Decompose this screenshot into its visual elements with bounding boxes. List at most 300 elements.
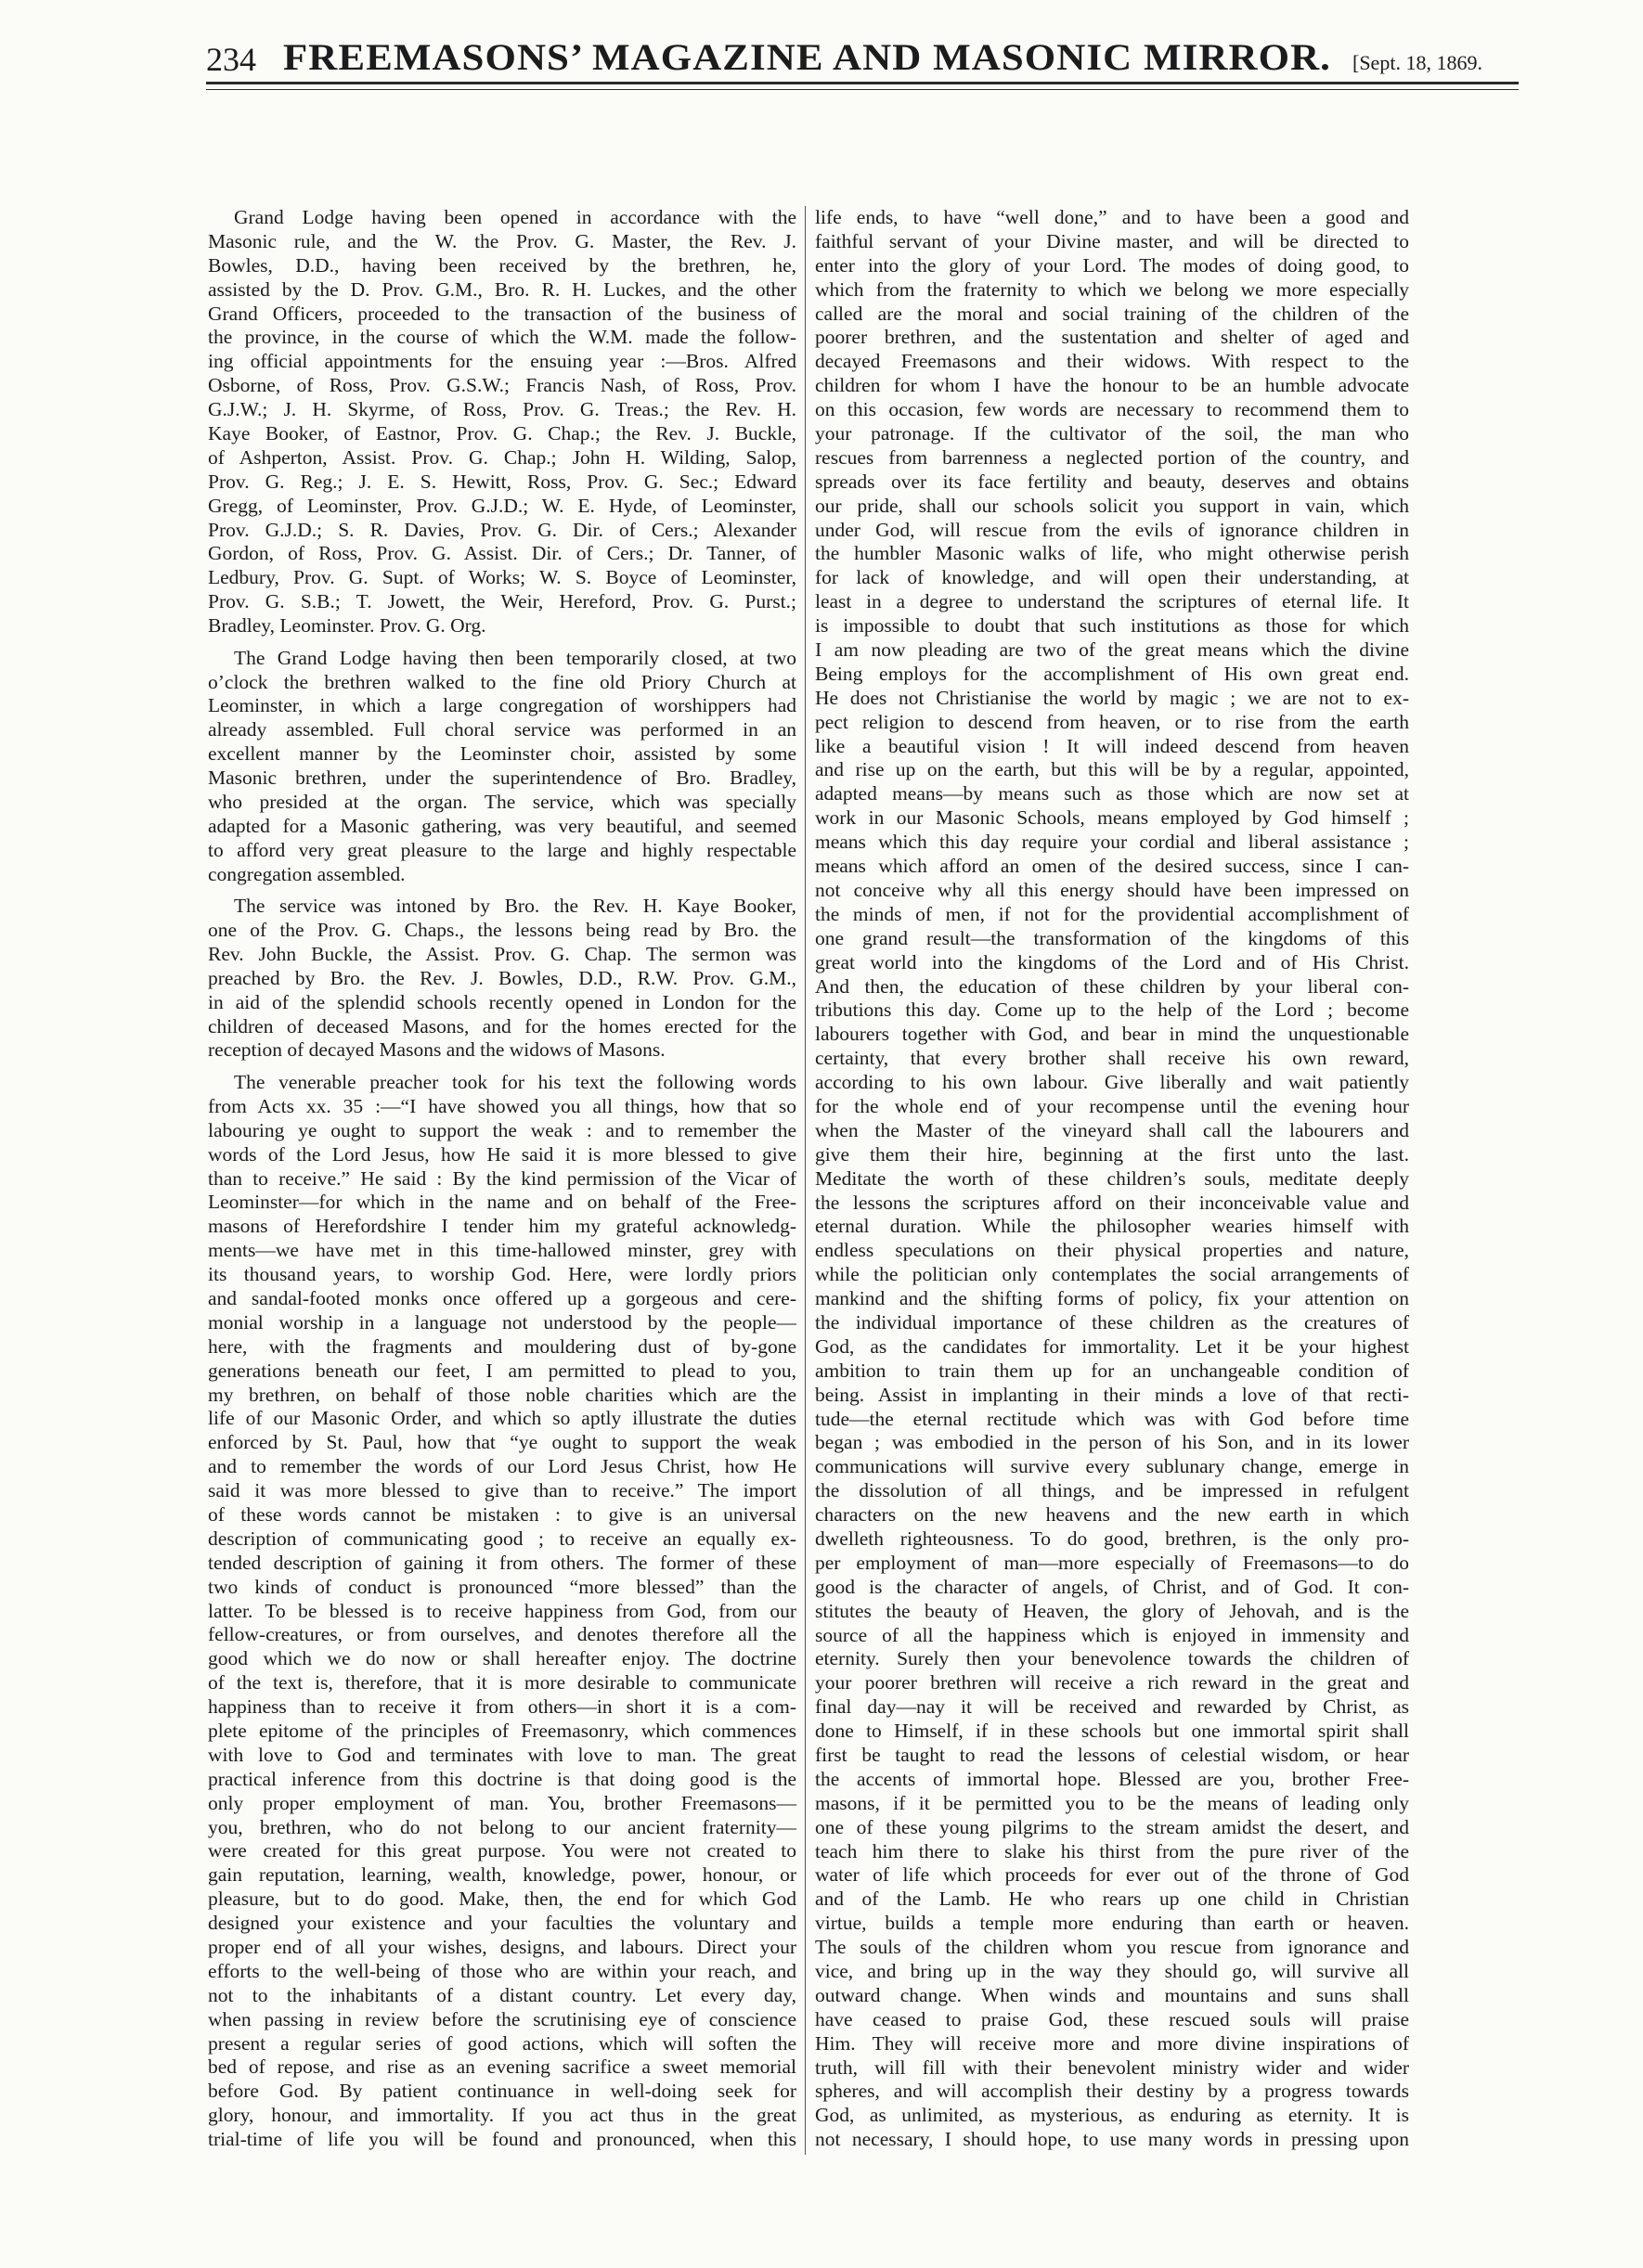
text-line-content: called are the moral and social training of the children of the — [815, 302, 1409, 325]
text-line — [815, 470, 1409, 495]
text-line-content: Prov. G. S.B.; T. Jowett, the Weir, Hereford, Prov. G. Purst.; — [208, 590, 796, 613]
text-line-content: is impossible to doubt that such institutions as those for which — [815, 614, 1409, 638]
text-line — [208, 1239, 796, 1263]
text-line-content: before God. By patient continuance in well-doing seek for — [208, 2080, 796, 2103]
text-line-content: labouring ye ought to support the weak : and to remember the — [208, 1118, 796, 1141]
text-line-content: spheres, and will accomplish their destiny by a progress towards — [815, 2080, 1409, 2103]
text-line — [815, 903, 1409, 927]
text-line — [815, 1600, 1409, 1624]
text-line — [815, 1431, 1409, 1455]
text-line-content: not to the inhabitants of a distant country. Let every day, — [208, 1983, 796, 2006]
text-line-content: than to receive.” He said : By the kind permission of the Vicar of — [208, 1166, 796, 1190]
text-line-content: labourers together with God, and bear in mind the unquestionable — [815, 1023, 1409, 1046]
text-line-content: Being employs for the accomplishment of His own great end. — [815, 662, 1409, 685]
text-line-content: one of these young pilgrims to the stream amidst the desert, and — [815, 1815, 1409, 1838]
text-line — [815, 951, 1409, 975]
column-divider — [805, 206, 806, 2155]
paragraph — [208, 1071, 796, 2152]
text-line — [208, 566, 796, 590]
text-line — [208, 1720, 796, 1744]
text-line — [208, 495, 796, 519]
header-rule — [206, 82, 1519, 84]
text-line — [208, 1839, 796, 1863]
text-line-content: the accents of immortal hope. Blessed are you, brother Free- — [815, 1767, 1409, 1790]
text-line-content: G.J.W.; J. H. Skyrme, of Ross, Prov. G. Treas.; the Rev. H. — [208, 398, 796, 421]
text-line-content: Prov. G. Reg.; J. E. S. Hewitt, Ross, Prov. G. Sec.; Edward — [208, 470, 796, 493]
text-line-content: your poorer brethren will receive a rich reward in the great and — [815, 1671, 1409, 1695]
text-line-content: description of communicating good ; to receive an equally ex- — [208, 1527, 796, 1550]
text-line — [815, 614, 1409, 638]
text-line — [815, 1408, 1409, 1432]
text-line-content: and rise up on the earth, but this will be by a regular, appointed, — [815, 758, 1409, 781]
text-line-content: trial-time of life you will be found and pronounced, when this — [208, 2128, 796, 2151]
text-line — [815, 566, 1409, 590]
text-line — [815, 638, 1409, 663]
text-line — [815, 1215, 1409, 1239]
text-line-content: of these words cannot be mistaken : to give is an universal — [208, 1502, 796, 1526]
text-line-content: one grand result—the transformation of the kingdoms of this — [815, 926, 1409, 949]
text-line — [208, 2032, 796, 2056]
text-line — [815, 735, 1409, 759]
text-line-content: source of all the happiness which is enjoyed in immensity and — [815, 1623, 1409, 1646]
text-line — [208, 1792, 796, 1816]
text-line-content: preached by Bro. the Rev. J. Bowles, D.D., R.W. Prov. G.M., — [208, 966, 796, 989]
text-line — [815, 1311, 1409, 1335]
text-line — [208, 1384, 796, 1408]
text-line — [208, 254, 796, 278]
text-line — [208, 1695, 796, 1720]
text-line — [208, 767, 796, 791]
text-line-content: Prov. G.J.D.; S. R. Davies, Prov. G. Dir. of Cers.; Alexander — [208, 518, 796, 541]
text-line-content: ing official appointments for the ensuing year :—Bros. Alfred — [208, 350, 796, 373]
text-line — [208, 1215, 796, 1239]
text-line — [815, 1552, 1409, 1576]
text-line — [208, 1552, 796, 1576]
text-line-content: words of the Lord Jesus, how He said it is more blessed to give — [208, 1142, 796, 1166]
text-line — [208, 470, 796, 495]
text-line-content: first be taught to read the lessons of celestial wisdom, or hear — [815, 1744, 1409, 1766]
text-line-content: Leominster, in which a large congregation of worshippers had — [208, 694, 796, 717]
text-line — [208, 2080, 796, 2104]
text-line — [208, 791, 796, 815]
text-line — [208, 718, 796, 742]
text-line-content: proper end of all your wishes, designs, and labours. Direct your — [208, 1936, 796, 1959]
text-line — [815, 1720, 1409, 1744]
text-line — [815, 711, 1409, 735]
text-line-content: congregation assembled. — [208, 862, 406, 885]
text-line-content: when the Master of the vineyard shall call the labourers and — [815, 1118, 1409, 1141]
text-line — [815, 758, 1409, 782]
text-line — [815, 1984, 1409, 2008]
text-line-content: the individual importance of these children as the creatures of — [815, 1310, 1409, 1334]
text-line-content: masons of Herefordshire I tender him my grateful acknowledg- — [208, 1215, 796, 1238]
text-line-content: decayed Freemasons and their widows. With respect to the — [815, 350, 1409, 373]
text-line-content: water of life which proceeds for ever out of the throne of God — [815, 1863, 1409, 1887]
text-line — [208, 1936, 796, 1960]
text-line — [208, 1503, 796, 1527]
text-line-content: its thousand years, to worship God. Here, were lordly priors — [208, 1263, 796, 1286]
text-line — [815, 1192, 1409, 1216]
text-line — [815, 1287, 1409, 1311]
text-line — [208, 1287, 796, 1311]
text-line — [815, 1071, 1409, 1095]
text-line — [815, 1624, 1409, 1648]
text-line — [815, 1888, 1409, 1912]
text-line — [208, 374, 796, 398]
text-line — [208, 1647, 796, 1671]
paragraph — [815, 206, 1409, 2152]
text-line — [208, 895, 796, 919]
text-line — [815, 446, 1409, 470]
text-line-content: your patronage. If the cultivator of the soil, the man who — [815, 422, 1409, 445]
text-line-content: spreads over its face fertility and beauty, deserves and obtains — [815, 470, 1409, 493]
text-line-content: not necessary, I should hope, to use many words in pressing upon — [815, 2128, 1409, 2151]
text-line-content: plete epitome of the principles of Freemasonry, which commences — [208, 1720, 796, 1742]
text-line-content: tended description of gaining it from others. The former of these — [208, 1551, 796, 1574]
text-line-content: bed of repose, and rise as an evening sacrifice a sweet memorial — [208, 2055, 796, 2079]
text-line-content: enter into the glory of your Lord. The modes of doing good, to — [815, 253, 1409, 277]
text-line — [815, 855, 1409, 879]
text-line-content: adapted for a Masonic gathering, was very beautiful, and seemed — [208, 814, 796, 837]
header-rule-thin — [206, 89, 1519, 90]
text-line-content: of Ashperton, Assist. Prov. G. Chap.; John H. Wilding, Salop, — [208, 445, 796, 469]
text-line-content: outward change. When winds and mountains and suns shall — [815, 1983, 1409, 2006]
text-line — [208, 1119, 796, 1143]
text-line-content: efforts to the well-being of those who are within your reach, and — [208, 1959, 796, 1982]
text-line — [208, 1015, 796, 1039]
text-line — [208, 815, 796, 839]
text-line — [815, 1768, 1409, 1792]
text-line — [208, 542, 796, 566]
text-line — [208, 303, 796, 327]
text-line-content: God, as the candidates for immortality. Let it be your highest — [815, 1334, 1409, 1358]
text-line — [815, 303, 1409, 327]
text-line — [208, 671, 796, 695]
text-line-content: rescues from barrenness a neglected portion of the country, and — [815, 445, 1409, 469]
text-line — [208, 1600, 796, 1624]
text-line-content: our pride, shall our schools solicit you support in vain, which — [815, 494, 1409, 517]
text-line-content: according to his own labour. Give liberally and wait patiently — [815, 1071, 1409, 1094]
text-line — [208, 1335, 796, 1360]
text-line-content: poorer brethren, and the sustentation and shelter of aged and — [815, 326, 1409, 349]
text-line-content: reception of decayed Masons and the widows of Masons. — [208, 1038, 666, 1062]
text-line-content: tude—the eternal rectitude which was with God before time — [815, 1407, 1409, 1430]
text-line — [815, 1576, 1409, 1600]
text-line — [815, 1479, 1409, 1503]
text-line — [815, 1263, 1409, 1287]
text-line — [208, 1984, 796, 2008]
text-line — [208, 278, 796, 303]
text-line — [815, 1503, 1409, 1527]
text-line — [815, 1023, 1409, 1047]
text-line-content: of the text is, therefore, that it is more desirable to communicate — [208, 1671, 796, 1695]
text-line-content: good is the character of angels, of Christ, and of God. It con- — [815, 1575, 1409, 1598]
text-line — [815, 1695, 1409, 1720]
text-line — [815, 879, 1409, 903]
text-line-content: on this occasion, few words are necessary to recommend them to — [815, 398, 1409, 421]
text-line — [208, 1431, 796, 1455]
text-line-content: The Grand Lodge having then been temporarily closed, at two — [234, 646, 796, 669]
text-line — [208, 1167, 796, 1192]
text-line — [208, 614, 796, 638]
text-line-content: eternity. Surely then your benevolence towards the children of — [815, 1647, 1409, 1670]
text-line-content: The venerable preacher took for his text the following words — [234, 1070, 796, 1093]
text-line — [208, 1263, 796, 1287]
text-line-content: life of our Masonic Order, and which so aptly illustrate the duties — [208, 1407, 796, 1430]
text-line — [815, 1647, 1409, 1671]
text-line — [815, 326, 1409, 350]
text-line-content: being. Assist in implanting in their minds a love of that recti- — [815, 1383, 1409, 1406]
paragraph — [208, 206, 796, 638]
text-line-content: and sandal-footed monks once offered up a gorgeous and cere- — [208, 1286, 796, 1309]
text-line — [815, 350, 1409, 374]
text-line-content: the province, in the course of which the W.M. made the follow- — [208, 326, 796, 349]
text-line-content: assisted by the D. Prov. G.M., Bro. R. H. Luckes, and the other — [208, 277, 796, 301]
text-line-content: began ; was embodied in the person of his Son, and in its lower — [815, 1431, 1409, 1454]
text-line — [815, 1792, 1409, 1816]
text-line-content: which from the fraternity to which we belong we more especially — [815, 277, 1409, 301]
left-column — [208, 206, 796, 2152]
text-line-content: to afford very great pleasure to the large and highly respectable — [208, 838, 796, 861]
text-line — [815, 2080, 1409, 2104]
text-line-content: monial worship in a language not understood by the people— — [208, 1310, 796, 1334]
text-line — [815, 422, 1409, 446]
text-line — [208, 1816, 796, 1840]
text-line-content: present a regular series of good actions, which will soften the — [208, 2031, 796, 2055]
text-line-content: children for whom I have the honour to be an humble advocate — [815, 374, 1409, 397]
text-line — [815, 1936, 1409, 1960]
text-line-content: vice, and bring up in the way they should go, will survive all — [815, 1960, 1409, 1983]
text-line-content: for the whole end of your recompense until the evening hour — [815, 1094, 1409, 1117]
text-line-content: He does not Christianise the world by magic ; we are not to ex- — [815, 686, 1409, 709]
text-line-content: mankind and the shifting forms of policy, fix your attention on — [815, 1287, 1409, 1310]
text-line — [208, 2128, 796, 2152]
text-line-content: virtue, builds a temple more enduring than earth or heaven. — [815, 1912, 1409, 1935]
text-line-content: great world into the kingdoms of the Lord and of His Christ. — [815, 950, 1409, 973]
text-line — [815, 1095, 1409, 1119]
paragraph — [208, 647, 796, 887]
text-line-content: masons, if it be permitted you to be the means of leading only — [815, 1791, 1409, 1814]
text-line-content: I am now pleading are two of the great means which the divine — [815, 638, 1409, 662]
text-line — [815, 1360, 1409, 1384]
text-line-content: And then, the education of these children by your liberal con- — [815, 974, 1409, 998]
text-line-content: latter. To be blessed is to receive happiness from God, from our — [208, 1599, 796, 1622]
text-line — [815, 519, 1409, 543]
text-line-content: eternal duration. While the philosopher wearies himself with — [815, 1215, 1409, 1238]
text-line — [815, 1960, 1409, 1984]
text-line-content: who presided at the organ. The service, which was specially — [208, 790, 796, 813]
text-line-content: Osborne, of Ross, Prov. G.S.W.; Francis Nash, of Ross, Prov. — [208, 374, 796, 397]
text-line — [208, 1576, 796, 1600]
text-line — [208, 919, 796, 943]
text-line — [208, 590, 796, 614]
text-line-content: glory, honour, and immortality. If you act thus in the great — [208, 2104, 796, 2127]
text-line — [815, 831, 1409, 855]
text-line — [208, 1768, 796, 1792]
text-line — [815, 1671, 1409, 1695]
paragraph — [208, 895, 796, 1063]
text-line — [815, 542, 1409, 566]
text-line-content: from Acts xx. 35 :—“I have showed you all things, how that so — [208, 1094, 796, 1117]
text-line-content: practical inference from this doctrine is that doing good is the — [208, 1767, 796, 1790]
text-line — [208, 1623, 796, 1647]
text-line — [208, 206, 796, 230]
text-line-content: characters on the new heavens and the new earth in which — [815, 1503, 1409, 1527]
text-line-content: here, with the fragments and mouldering dust of by-gone — [208, 1334, 796, 1358]
text-line — [208, 446, 796, 470]
text-line-content: not conceive why all this energy should have been impressed on — [815, 878, 1409, 901]
text-line — [208, 1912, 796, 1936]
text-line-content: Bradley, Leominster. Prov. G. Org. — [208, 614, 486, 638]
text-line — [815, 663, 1409, 687]
text-line — [208, 350, 796, 374]
text-line — [815, 590, 1409, 614]
text-line-content: were created for this great purpose. You were not created to — [208, 1839, 796, 1862]
text-line-content: Grand Officers, proceeded to the transaction of the business of — [208, 302, 796, 325]
text-line — [208, 647, 796, 671]
text-line-content: Ledbury, Prov. G. Supt. of Works; W. S. Boyce of Leominster, — [208, 566, 796, 589]
text-line-content: good which we do now or shall hereafter enjoy. The doctrine — [208, 1647, 796, 1670]
text-line-content: ments—we have met in this time-hallowed minster, grey with — [208, 1239, 796, 1262]
text-line — [208, 519, 796, 543]
text-line — [208, 1095, 796, 1119]
text-line-content: said it was more blessed to give than to receive.” The import — [208, 1479, 796, 1502]
text-line — [815, 1143, 1409, 1167]
text-line — [208, 967, 796, 991]
text-line — [208, 1888, 796, 1912]
text-line — [208, 1071, 796, 1095]
text-line — [815, 230, 1409, 254]
text-line-content: faithful servant of your Divine master, and will be directed to — [815, 229, 1409, 252]
text-line-content: only proper employment of man. You, brother Freemasons— — [208, 1791, 796, 1814]
text-line-content: children of deceased Masons, and for the homes erected for the — [208, 1014, 796, 1037]
text-line-content: when passing in review before the scrutinising eye of conscience — [208, 2007, 796, 2030]
text-line-content: Gregg, of Leominster, Prov. G.J.D.; W. E. Hyde, of Leominster, — [208, 494, 796, 517]
right-column — [815, 206, 1409, 2152]
text-line — [208, 839, 796, 863]
text-line — [815, 1863, 1409, 1888]
text-line-content: tributions this day. Come up to the help of the Lord ; become — [815, 999, 1409, 1022]
text-line-content: Leominster—for which in the name and on behalf of the Free- — [208, 1191, 796, 1214]
text-line — [208, 1455, 796, 1479]
text-line — [815, 495, 1409, 519]
text-line-content: Kaye Booker, of Eastnor, Prov. G. Chap.; the Rev. J. Buckle, — [208, 422, 796, 445]
text-line-content: The souls of the children whom you rescue from ignorance and — [815, 1936, 1409, 1959]
text-line-content: while the politician only contemplates the social arrangements of — [815, 1263, 1409, 1286]
page-number: 234 — [206, 41, 256, 78]
text-line — [815, 782, 1409, 806]
text-line — [815, 1335, 1409, 1360]
text-line — [815, 1047, 1409, 1071]
text-line-content: designed your existence and your faculties the voluntary and — [208, 1912, 796, 1935]
text-line — [208, 1671, 796, 1695]
text-line — [208, 1527, 796, 1552]
text-line — [815, 206, 1409, 230]
text-line — [815, 254, 1409, 278]
text-line-content: life ends, to have “well done,” and to have been a good and — [815, 206, 1409, 228]
text-line-content: pleasure, but to do good. Make, then, the end for which God — [208, 1888, 796, 1911]
issue-date: [Sept. 18, 1869. — [1352, 51, 1482, 74]
text-line-content: work in our Masonic Schools, means employed by God himself ; — [815, 806, 1409, 830]
text-line — [815, 278, 1409, 303]
text-line — [208, 398, 796, 422]
text-line-content: give them their hire, beginning at the first unto the last. — [815, 1142, 1409, 1166]
text-line-content: the humbler Masonic walks of life, who might otherwise perish — [815, 542, 1409, 565]
text-line — [208, 230, 796, 254]
text-line-content: Masonic rule, and the W. the Prov. G. Master, the Rev. J. — [208, 229, 796, 252]
text-line — [815, 1384, 1409, 1408]
text-line-content: my brethren, on behalf of those noble charities which are the — [208, 1383, 796, 1406]
text-line-content: and of the Lamb. He who rears up one child in Christian — [815, 1888, 1409, 1911]
text-line-content: means which this day require your cordial and liberal assistance ; — [815, 831, 1409, 854]
text-line — [815, 1455, 1409, 1479]
text-line — [815, 806, 1409, 831]
text-line — [208, 1038, 796, 1063]
text-line-content: Meditate the worth of these children’s souls, meditate deeply — [815, 1166, 1409, 1190]
text-line-content: God, as unlimited, as mysterious, as enduring as eternity. It is — [815, 2104, 1409, 2127]
text-line-content: Grand Lodge having been opened in accordance with the — [234, 206, 796, 228]
text-line-content: under God, will rescue from the evils of ignorance children in — [815, 518, 1409, 541]
text-line — [815, 1816, 1409, 1840]
text-line-content: in aid of the splendid schools recently opened in London for the — [208, 990, 796, 1013]
text-line-content: ambition to train them up for an unchangeable condition of — [815, 1359, 1409, 1382]
publication-title: FREEMASONS’ MAGAZINE AND MASONIC MIRROR. — [283, 36, 1331, 78]
text-line-content: adapted means—by means such as those which are now set at — [815, 782, 1409, 805]
text-line-content: final day—nay it will be received and rewarded by Christ, as — [815, 1695, 1409, 1719]
text-line — [208, 1191, 796, 1215]
text-line — [208, 1143, 796, 1167]
text-line — [815, 687, 1409, 711]
text-line-content: truth, will fill with their benevolent ministry wider and wider — [815, 2055, 1409, 2079]
text-line-content: and to remember the words of our Lord Jesus Christ, how He — [208, 1455, 796, 1478]
text-line — [208, 2104, 796, 2128]
text-line — [208, 422, 796, 446]
text-line-content: already assembled. Full choral service was performed in an — [208, 718, 796, 741]
text-line-content: the lessons the scriptures afford on their inconceivable value and — [815, 1191, 1409, 1214]
text-line-content: pect religion to descend from heaven, or to rise from the earth — [815, 710, 1409, 733]
text-line — [208, 2055, 796, 2080]
text-line-content: least in a degree to understand the scriptures of eternal life. It — [815, 590, 1409, 613]
text-line-content: means which afford an omen of the desired success, since I can- — [815, 855, 1409, 878]
text-line-content: endless speculations on their physical properties and nature, — [815, 1239, 1409, 1262]
text-line-content: like a beautiful vision ! It will indeed descend from heaven — [815, 734, 1409, 757]
text-line-content: you, brethren, who do not belong to our ancient fraternity— — [208, 1815, 796, 1838]
text-line-content: happiness than to receive it from others—in short it is a com- — [208, 1695, 796, 1719]
text-line-content: Rev. John Buckle, the Assist. Prov. G. Chap. The sermon was — [208, 942, 796, 965]
text-line — [815, 374, 1409, 398]
text-line — [208, 694, 796, 718]
text-line-content: gain reputation, learning, wealth, knowledge, power, honour, or — [208, 1863, 796, 1887]
text-line — [815, 927, 1409, 951]
text-line — [815, 2056, 1409, 2081]
text-line — [208, 1479, 796, 1503]
text-line-content: The service was intoned by Bro. the Rev. H. Kaye Booker, — [234, 895, 796, 918]
text-line — [208, 2008, 796, 2032]
text-line-content: certainty, that every brother shall receive his own reward, — [815, 1047, 1409, 1070]
text-line — [815, 1744, 1409, 1768]
text-line — [815, 1527, 1409, 1552]
text-line-content: one of the Prov. G. Chaps., the lessons being read by Bro. the — [208, 919, 796, 942]
text-line-content: the minds of men, if not for the providential accomplishment of — [815, 902, 1409, 925]
text-line — [815, 1119, 1409, 1143]
text-line — [208, 1407, 796, 1431]
text-line-content: fellow-creatures, or from ourselves, and denotes therefore all the — [208, 1623, 796, 1646]
text-line — [208, 1863, 796, 1888]
text-line-content: teach him there to slake his thirst from the pure river of the — [815, 1839, 1409, 1862]
text-line — [815, 2128, 1409, 2152]
text-line — [208, 326, 796, 350]
text-line-content: o’clock the brethren walked to the fine old Priory Church at — [208, 670, 796, 693]
